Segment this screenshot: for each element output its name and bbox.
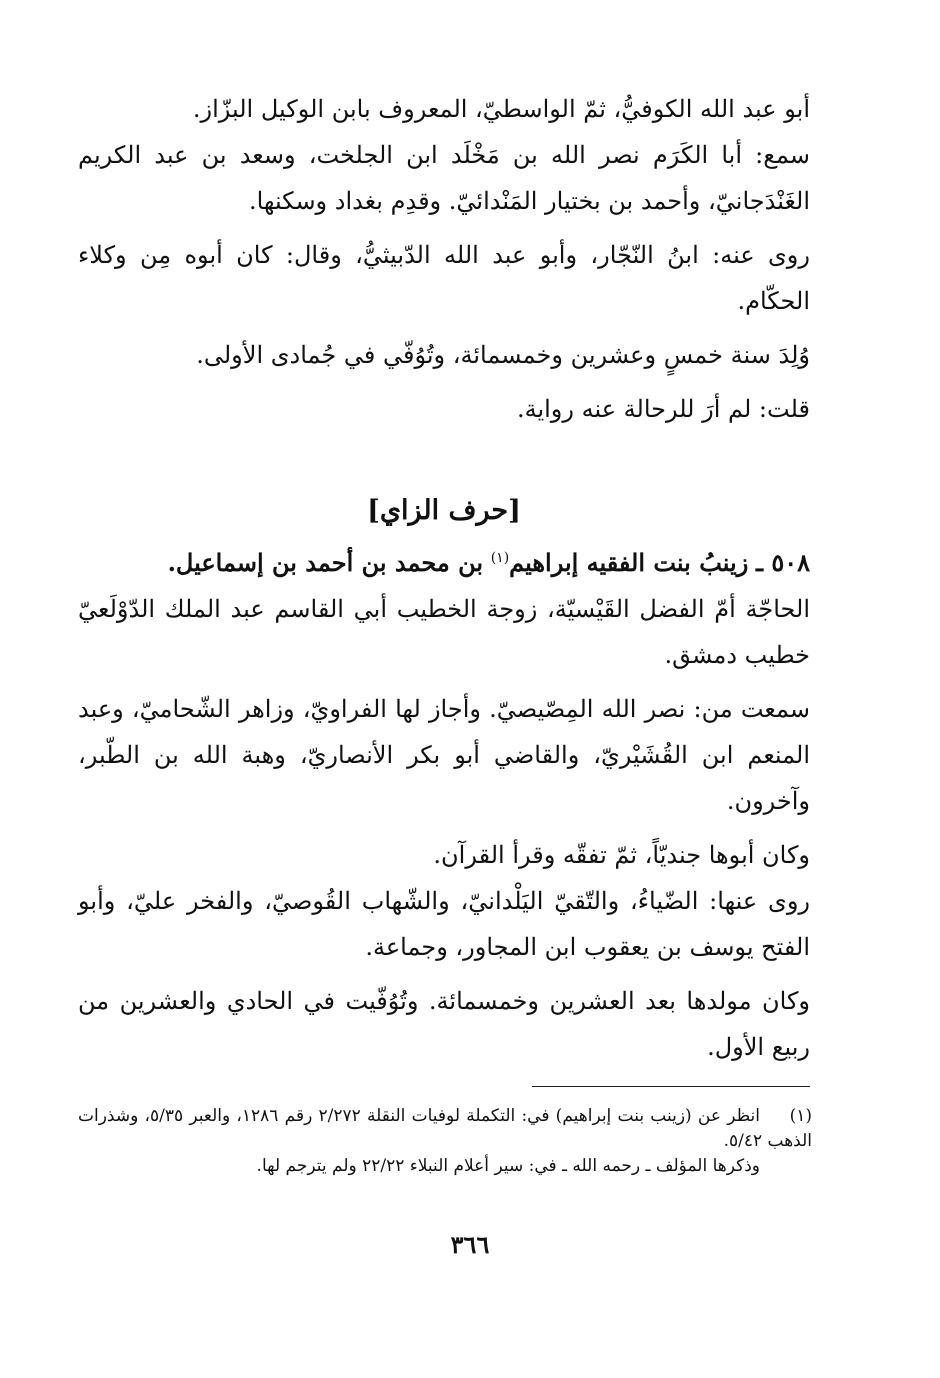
paragraph: روى عنه: ابنُ النّجّار، وأبو عبد الله الدّبيثيُّ، وقال: كان أبوه مِن وكلاء الحكّام.: [78, 241, 810, 315]
paragraph: روى عنها: الضّياءُ، والتّقيّ اليَلْدانيّ، والشّهاب القُوصيّ، والفخر عليّ، وأبو الفتح يوسف بن يعقوب ابن المجاور، وجماعة.: [78, 887, 810, 961]
paragraph: قلت: لم أرَ للرحالة عنه رواية.: [516, 395, 810, 423]
footnote-text: انظر عن (زينب بنت إبراهيم) في: التكملة لوفيات النقلة ٢/٢٧٢ رقم ١٢٨٦، والعبر ٥/٣٥، وشذرات الذهب ٥/٤٢.: [78, 1106, 812, 1151]
main-text: [78, 86, 810, 1070]
paragraph: الحاجّة أمّ الفضل القَيْسيّة، زوجة الخطيب أبي القاسم عبد الملك الدّوْلَعيّ خطيب دمشق.: [78, 595, 810, 669]
paragraph: أبو عبد الله الكوفيُّ، ثمّ الواسطيّ، المعروف بابن الوكيل البزّاز.: [192, 95, 810, 123]
entry-title: [78, 540, 810, 586]
section-heading: [حرف الزاي]: [367, 495, 521, 526]
paragraph: سمعت من: نصر الله المِصّيصيّ. وأجاز لها الفراويّ، وزاهر الشّحاميّ، وعبد المنعم ابن القُشَيْريّ، والقاضي أبو بكر الأنصاريّ، وهبة الله بن الطّبر، وآخرون.: [78, 695, 810, 815]
paragraph: وُلِدَ سنة خمسٍ وعشرين وخمسمائة، وتُوُفّي في جُمادى الأولى.: [196, 341, 810, 369]
footnotes: [78, 1104, 812, 1179]
entry-name: زينبُ بنت الفقيه إبراهيم: [509, 548, 749, 577]
footnote: [78, 1104, 812, 1154]
footnote-continuation: وذكرها المؤلف ـ رحمه الله ـ في: سير أعلام النبلاء ٢٢/٢٢ ولم يترجم لها.: [256, 1156, 760, 1176]
page-number: ٣٦٦: [450, 1230, 490, 1259]
paragraph: وكان أبوها جنديّاً، ثمّ تفقّه وقرأ القرآن.: [433, 841, 810, 869]
paragraph: سمع: أبا الكَرَم نصر الله بن مَخْلَد ابن الجلخت، وسعد بن عبد الكريم الغَنْدَجانيّ، وأحمد بن بختيار المَنْدائيّ. وقدِم بغداد وسكنها.: [78, 141, 810, 215]
paragraph: وكان مولدها بعد العشرين وخمسمائة. وتُوُفّيت في الحادي والعشرين من ربيع الأول.: [78, 987, 810, 1061]
footnote-divider: [532, 1086, 810, 1087]
entry-name-continued: بن محمد بن أحمد بن إسماعيل.: [167, 548, 484, 577]
footnote-reference[interactable]: (١): [490, 550, 510, 566]
footnote-number: (١): [789, 1106, 812, 1126]
entry-number: ٥٠٨ ـ: [755, 548, 810, 577]
